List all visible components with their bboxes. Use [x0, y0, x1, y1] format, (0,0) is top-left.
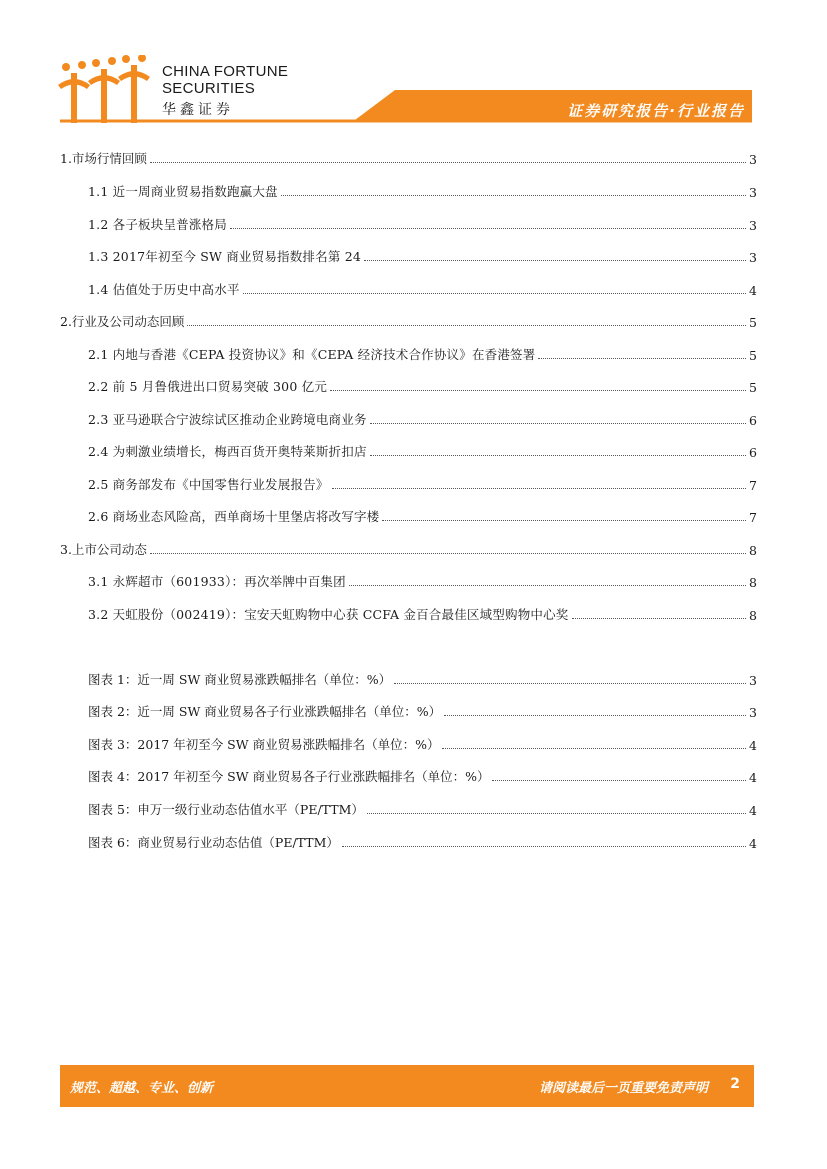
page-footer	[60, 1065, 754, 1107]
toc-item[interactable]: 2.1 内地与香港《CEPA 投资协议》和《CEPA 经济技术合作协议》在香港签署 5	[88, 347, 757, 363]
figure-list-item[interactable]: 图表 1：近一周 SW 商业贸易涨跌幅排名（单位：%） 3	[88, 672, 757, 688]
toc-item[interactable]: 2.5 商务部发布《中国零售行业发展报告》 7	[88, 477, 757, 493]
toc-item[interactable]: 3.上市公司动态 8	[60, 542, 757, 558]
toc-item[interactable]: 3.1 永辉超市（601933）：再次举牌中百集团 8	[88, 574, 757, 590]
toc-item[interactable]: 1.4 估值处于历史中高水平 4	[88, 282, 757, 298]
toc-item[interactable]: 1.市场行情回顾 3	[60, 151, 757, 167]
logo-english-name: CHINA FORTUNE SECURITIES	[162, 63, 289, 97]
toc-item[interactable]: 2.3 亚马逊联合宁波综试区推动企业跨境电商业务 6	[88, 412, 757, 428]
toc-item[interactable]: 1.2 各子板块呈普涨格局 3	[88, 217, 757, 233]
toc-item[interactable]: 1.1 近一周商业贸易指数跑赢大盘 3	[88, 184, 757, 200]
toc-item[interactable]: 2.4 为刺激业绩增长，梅西百货开奥特莱斯折扣店 6	[88, 444, 757, 460]
toc-item[interactable]: 1.3 2017年初至今 SW 商业贸易指数排名第 24 3	[88, 249, 757, 265]
figure-list-item[interactable]: 图表 3：2017 年初至今 SW 商业贸易涨跌幅排名（单位：%） 4	[88, 737, 757, 753]
page-header	[0, 0, 827, 125]
figure-list-item[interactable]: 图表 6：商业贸易行业动态估值（PE/TTM） 4	[88, 835, 757, 851]
toc-item[interactable]: 2.行业及公司动态回顾 5	[60, 314, 757, 330]
toc-item[interactable]: 2.2 前 5 月鲁俄进出口贸易突破 300 亿元 5	[88, 379, 757, 395]
toc-item[interactable]: 3.2 天虹股份（002419）：宝安天虹购物中心获 CCFA 金百合最佳区域型购物中心奖 8	[88, 607, 757, 623]
logo-chinese-name: 华鑫证券	[162, 102, 234, 118]
report-type-title: 证券研究报告·行业报告	[567, 102, 745, 120]
toc-item[interactable]: 2.6 商场业态风险高，西单商场十里堡店将改写字楼 7	[88, 509, 757, 525]
figure-list-item[interactable]: 图表 4：2017 年初至今 SW 商业贸易各子行业涨跌幅排名（单位：%） 4	[88, 769, 757, 785]
page-number: 2	[730, 1076, 740, 1092]
figure-list-item[interactable]: 图表 5：申万一级行业动态估值水平（PE/TTM） 4	[88, 802, 757, 818]
footer-disclaimer[interactable]: 请阅读最后一页重要免责声明	[538, 1081, 708, 1096]
figure-list-item[interactable]: 图表 2：近一周 SW 商业贸易各子行业涨跌幅排名（单位：%） 3	[88, 704, 757, 720]
footer-slogan: 规范、超越、专业、创新	[70, 1081, 214, 1096]
